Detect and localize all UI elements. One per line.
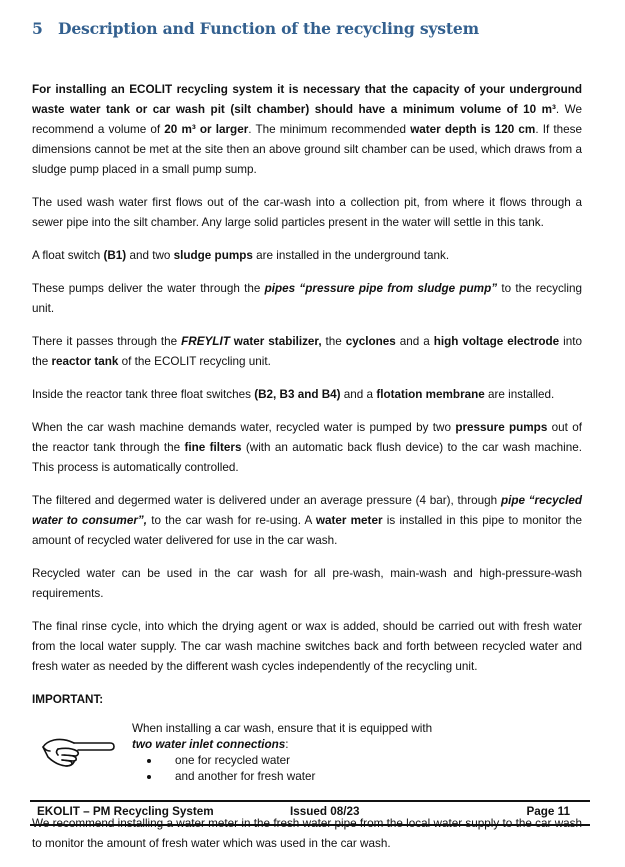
- document-body: [32, 80, 582, 867]
- note-colon: :: [285, 738, 289, 751]
- note-bullet-list: [132, 753, 492, 785]
- text-run: For installing an ECOLIT recycling system it is necessary that the capacity of your underground waste water tank or car wash pit (silt chamber) should have a minimum volume of 10 m³: [32, 83, 582, 116]
- text-run: into the: [32, 335, 582, 368]
- text-run: . If these dimensions cannot be met at the site then an above ground silt chamber can be used, which draws from a sludge pump placed in a small pump sump.: [32, 123, 582, 176]
- text-run: A float switch: [32, 249, 104, 262]
- paragraph-requirements: [32, 80, 582, 180]
- note-intro: When installing a car wash, ensure that it is equipped with: [132, 722, 433, 735]
- text-run: is installed in this pipe to monitor the amount of recycled water delivered for use in the car wash.: [32, 514, 582, 547]
- text-run: water depth is 120 cm: [410, 123, 536, 136]
- text-run: . The minimum recommended: [248, 123, 411, 136]
- paragraph-wash-water-flow: The used wash water first flows out of the car-wash into a collection pit, from where it flows through a sewer pipe into the silt chamber. Any large solid particles present in the water will settle in this tank.: [32, 196, 582, 229]
- text-run: 20 m³ or larger: [164, 123, 249, 136]
- text-run: and a: [395, 335, 434, 348]
- text-run: high voltage electrode: [433, 335, 560, 348]
- text-run: . We recommend a volume of: [32, 103, 582, 136]
- paragraph-recycled-usage: Recycled water can be used in the car wash for all pre-wash, main-wash and high-pressure-wash requirements.: [32, 567, 582, 600]
- text-run: pipe “recycled water to consumer”,: [32, 494, 582, 527]
- text-run: fine filters: [184, 441, 242, 454]
- text-run: There it passes through the: [32, 335, 182, 348]
- text-run: of the ECOLIT recycling unit.: [118, 355, 271, 368]
- important-note-body: [132, 721, 492, 785]
- text-run: are installed.: [484, 388, 555, 401]
- footer-document-title: EKOLIT – PM Recycling System: [37, 805, 214, 818]
- section-title: Description and Function of the recycling system: [58, 19, 479, 38]
- bullet-icon: [147, 775, 151, 779]
- text-run: and two: [126, 249, 174, 262]
- text-run: (B1): [103, 249, 127, 262]
- pointing-hand-icon: [40, 735, 116, 769]
- text-run: water stabilizer,: [229, 335, 322, 348]
- text-run: are installed in the underground tank.: [252, 249, 450, 262]
- text-run: (B2, B3 and B4): [254, 388, 341, 401]
- footer-issue-date: Issued 08/23: [290, 805, 360, 818]
- text-run: Inside the reactor tank three float switches: [32, 388, 255, 401]
- text-run: (with an automatic back flush device) to the car wash machine. This process is automatically controlled.: [32, 441, 582, 474]
- paragraph-filtered-water: [32, 491, 582, 551]
- text-run: These pumps deliver the water through the: [32, 282, 265, 295]
- text-run: water meter: [315, 514, 383, 527]
- text-run: to the car wash for re-using. A: [146, 514, 316, 527]
- bullet-icon: [147, 759, 151, 763]
- paragraph-float-switch: [32, 246, 582, 266]
- paragraph-final-rinse: The final rinse cycle, into which the drying agent or wax is added, should be carried out with fresh water from the local water supply. The car wash machine switches back and forth between recycled water and fresh water as needed by the different wash cycles independently of the recycling unit.: [32, 620, 582, 673]
- paragraph-stabilizer: [32, 332, 582, 372]
- footer-page-number: Page 11: [526, 805, 570, 818]
- paragraph-pressure-pumps: [32, 418, 582, 478]
- text-run: FREYLIT: [181, 335, 230, 348]
- paragraph-reactor-tank: [32, 385, 582, 405]
- page-footer: [30, 800, 590, 826]
- section-heading: [32, 19, 479, 38]
- text-run: sludge pumps: [173, 249, 253, 262]
- paragraph-pumps: [32, 279, 582, 319]
- note-emphasis: two water inlet connections: [132, 738, 286, 751]
- important-note: [32, 723, 582, 793]
- text-run: reactor tank: [51, 355, 119, 368]
- list-item-text: and another for fresh water: [175, 770, 316, 783]
- important-label: IMPORTANT:: [32, 693, 104, 706]
- section-number: 5: [32, 19, 43, 38]
- text-run: the: [321, 335, 346, 348]
- note-emphasis-line: [132, 737, 492, 753]
- text-run: When the car wash machine demands water, recycled water is pumped by two: [32, 421, 456, 434]
- list-item: [132, 753, 492, 769]
- text-run: flotation membrane: [376, 388, 485, 401]
- paragraph-fresh-water-meter: We recommend installing a water meter in the fresh water pipe from the local water supply to the car wash to monitor the amount of fresh water which was used in the car wash.: [32, 817, 582, 850]
- text-run: and a: [340, 388, 377, 401]
- text-run: cyclones: [345, 335, 396, 348]
- text-run: The filtered and degermed water is delivered under an average pressure (4 bar), through: [32, 494, 501, 507]
- text-run: pressure pumps: [455, 421, 548, 434]
- text-run: out of the reactor tank through the: [32, 421, 582, 454]
- list-item-text: one for recycled water: [175, 754, 290, 767]
- list-item: [132, 769, 492, 785]
- text-run: pipes “pressure pipe from sludge pump”: [264, 282, 498, 295]
- text-run: to the recycling unit.: [32, 282, 582, 315]
